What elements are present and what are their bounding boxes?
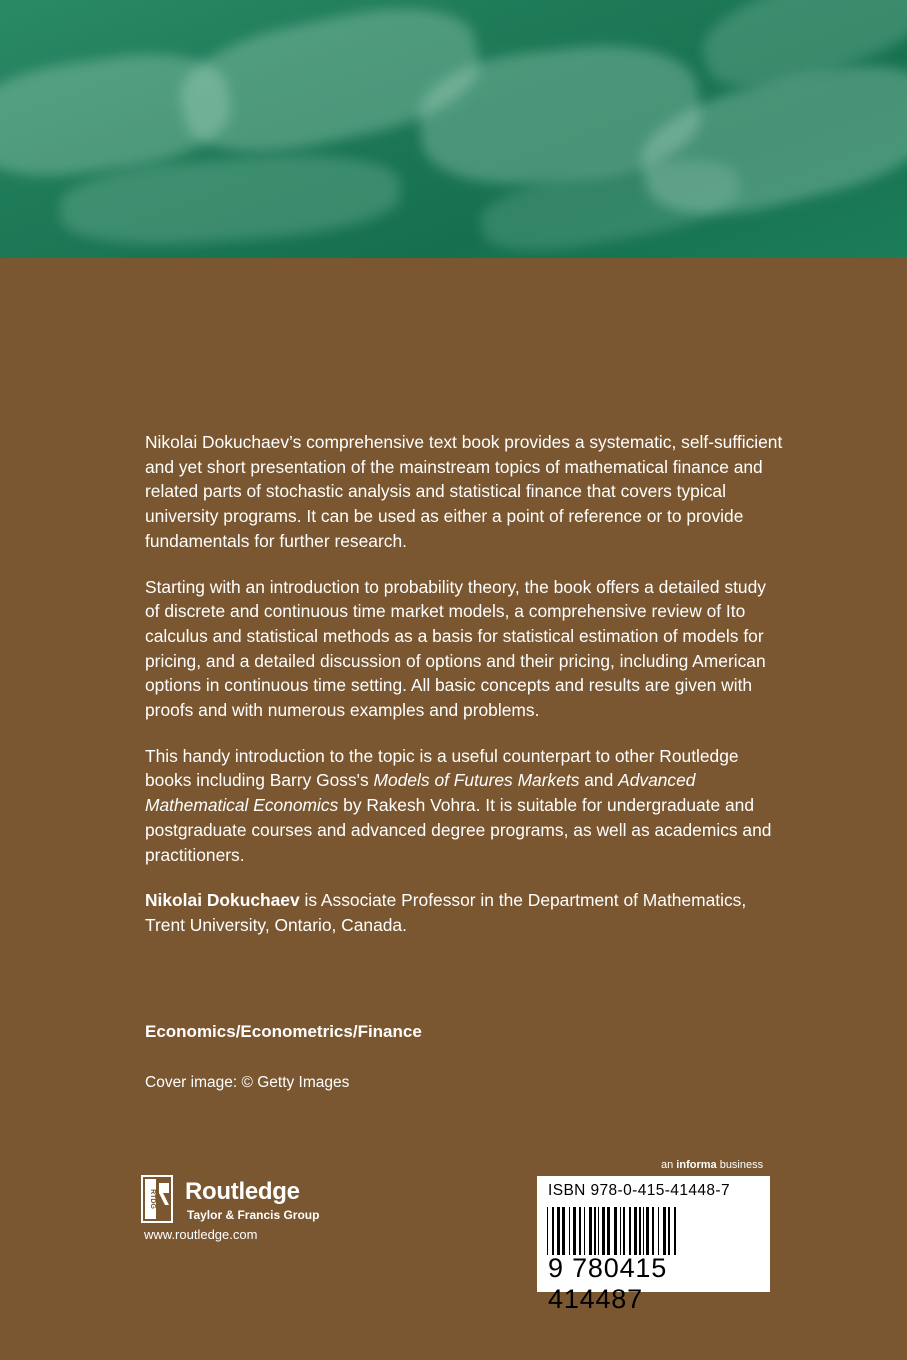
author-name: Nikolai Dokuchaev [145, 890, 300, 911]
subject-category: Economics/Econometrics/Finance [145, 1022, 422, 1041]
barcode-bar [552, 1207, 554, 1255]
publisher-logo [141, 1175, 341, 1245]
publisher-name: Routledge [185, 1178, 300, 1205]
barcode-bar [579, 1207, 581, 1255]
barcode-bar [562, 1207, 565, 1255]
blurb-paragraph-3 [145, 744, 785, 868]
author-bio-text: is Associate Professor in the Department of Mathematics, Trent University, Ontario, Canada. [145, 890, 747, 935]
barcode-bar [557, 1207, 560, 1255]
barcode-bar [658, 1207, 659, 1255]
barcode-bar [639, 1207, 641, 1255]
book-title-economics: Advanced Mathematical Economics [145, 770, 696, 816]
barcode-bar [620, 1207, 621, 1255]
blurb-paragraph-1: Nikolai Dokuchaev’s comprehensive text book provides a systematic, self-sufficient and yet short presentation of the mainstream topics of mathematical finance and related parts of stochastic analysis and statistical finance that covers typical university programs. It can be used as either a point of reference or to provide fundamentals for further research. [145, 432, 783, 551]
informa-prefix: an [661, 1159, 677, 1171]
cover-credit: Cover image: © Getty Images [145, 1074, 350, 1091]
author-bio [145, 888, 785, 937]
routledge-logo-icon [141, 1175, 173, 1223]
paragraph-3-text: This handy introduction to the topic is a useful counterpart to other Routledge books including Barry Goss's [145, 745, 739, 791]
blurb [145, 430, 785, 959]
barcode-bar [573, 1207, 576, 1255]
book-title-futures: Models of Futures Markets [373, 770, 580, 791]
barcode-bar [629, 1207, 631, 1255]
informa-suffix: business [716, 1159, 764, 1171]
barcode-bar [594, 1207, 596, 1255]
publisher-group: Taylor & Francis Group [187, 1208, 320, 1222]
barcode-bar [602, 1207, 605, 1255]
barcode-digits: 9 780415 414487 [548, 1253, 668, 1314]
paragraph-3-text: and [579, 770, 619, 791]
isbn-label: ISBN 978-0-415-41448-7 [548, 1182, 730, 1199]
blurb-paragraph-2: Starting with an introduction to probability theory, the book offers a detailed study of discrete and continuous time market models, a comprehensive review of Ito calculus and statistical methods as a basis for statistical estimation of models for pricing, and a detailed discussion of options and their pricing, including American options in continuous time setting. All basic concepts and results are given with proofs and with numerous examples and problems. [145, 576, 766, 721]
barcode-bars-icon [547, 1207, 759, 1255]
cover-art-band [0, 0, 907, 258]
paragraph-3-text: by Rakesh Vohra. It is suitable for undergraduate and postgraduate courses and advanced degree programs, as well as academics and practitioners. [145, 795, 772, 865]
informa-brand: informa [676, 1159, 717, 1171]
barcode-bar [569, 1207, 570, 1255]
svg-text:RTDG: RTDG [149, 1189, 156, 1209]
barcode-bar [584, 1207, 585, 1255]
barcode-bar [547, 1207, 548, 1255]
barcode-bar [589, 1207, 592, 1255]
informa-tagline [661, 1159, 763, 1171]
publisher-url[interactable]: www.routledge.com [144, 1227, 258, 1242]
barcode-bar [674, 1207, 676, 1255]
barcode-bar [652, 1207, 654, 1255]
barcode-bar [614, 1207, 617, 1255]
barcode-bar [668, 1207, 670, 1255]
barcode-bar [623, 1207, 625, 1255]
barcode-bar [598, 1207, 599, 1255]
barcode-bar [607, 1207, 610, 1255]
barcode-bar [663, 1207, 666, 1255]
barcode-bar [634, 1207, 637, 1255]
isbn-barcode [537, 1176, 770, 1314]
barcode-bar [643, 1207, 644, 1255]
barcode-bar [646, 1207, 649, 1255]
